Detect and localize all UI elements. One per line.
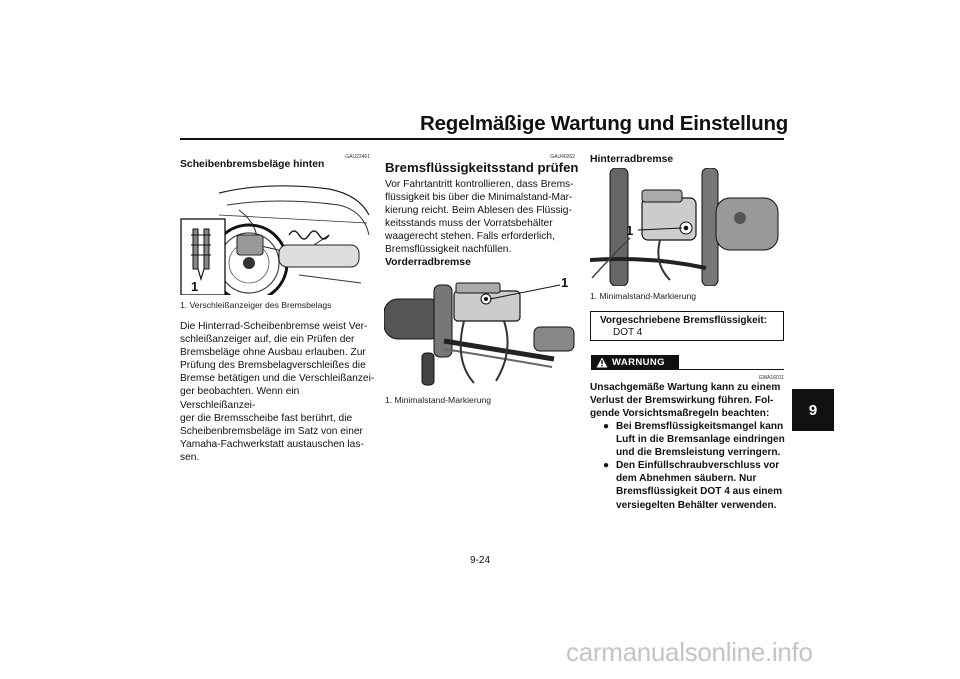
chapter-tab[interactable]: 9 [792, 389, 834, 431]
figure-caption: 1. Verschleißanzeiger des Bremsbelags [180, 300, 332, 310]
figure-caption: 1. Minimalstand-Markierung [590, 291, 697, 301]
figure-caption: 1. Minimalstand-Markierung [385, 395, 492, 405]
section-heading-brake-fluid: Bremsflüssigkeitsstand prüfen [385, 160, 579, 175]
section-code: GAU40262 [550, 154, 575, 160]
header-rule [180, 138, 784, 140]
site-watermark[interactable]: carmanualsonline.info [566, 637, 813, 667]
section-code: GAU22461 [345, 154, 370, 160]
bullet-icon: ● [603, 460, 610, 471]
figure-rear-brake-pads [179, 175, 371, 295]
warning-code: GWA16011 [758, 375, 784, 381]
body-paragraph: Vor Fahrtantritt kontrollieren, dass Brems- flüssigkeit bis über die Minimalstand-Mar- kierung reicht. Beim Ablesen des Flüssig- keitsstands muss der Vorratsbehälter waagerecht stehen. Falls erforderlich, Bremsflüssigkeit nachfüllen. [385, 179, 574, 256]
warning-triangle-icon [596, 357, 608, 368]
subheading-rear-brake: Hinterradbremse [590, 154, 674, 165]
body-paragraph: Die Hinterrad-Scheibenbremse weist Ver- schleißanzeiger auf, die ein Prüfen der Bremsbeläge ohne Ausbau erlauben. Zur Prüfung des Bremsbelagverschleißes die Bremse betätigen und die Verschleißanzei- ger beobachten. Wenn ein Verschleißanzei- ger die Bremsscheibe fast berührt, die Scheibenbremsbeläge im Satz von einer Yamaha-Fachwerkstatt austauschen las- sen. [180, 321, 375, 463]
subheading-front-brake: Vorderradbremse [385, 257, 471, 268]
bullet-icon: ● [603, 421, 610, 432]
figure-callout: 1 [561, 275, 569, 290]
figure-callout: 1 [626, 223, 634, 238]
page-title: Regelmäßige Wartung und Einstellung [420, 112, 789, 135]
figure-rear-brake-reservoir [590, 168, 784, 286]
bullet-text: Den Einfüllschraubverschluss vor dem Abnehmen säubern. Nur Bremsflüssigkeit DOT 4 aus einem versiegelten Behälter verwenden. [616, 460, 783, 511]
spec-label: Vorgeschriebene Bremsflüssigkeit: [600, 315, 768, 326]
section-heading-brake-pads: Scheibenbremsbeläge hinten [180, 159, 325, 170]
figure-front-brake-reservoir [384, 271, 576, 389]
spec-box [590, 311, 784, 341]
warning-rule [679, 369, 784, 370]
bullet-text: Bei Bremsflüssigkeitsmangel kann Luft in die Bremsanlage eindringen und die Bremsleistung verringern. [616, 421, 785, 459]
warning-intro: Unsachgemäße Wartung kann zu einem Verlust der Bremswirkung führen. Fol- gende Vorsichtsmaßregeln beachten: [590, 382, 781, 420]
warning-label: WARNUNG [612, 357, 665, 368]
page-number: 9-24 [469, 555, 490, 566]
figure-callout: 1 [191, 279, 199, 294]
warning-badge [591, 355, 679, 370]
spec-value: DOT 4 [613, 327, 643, 338]
